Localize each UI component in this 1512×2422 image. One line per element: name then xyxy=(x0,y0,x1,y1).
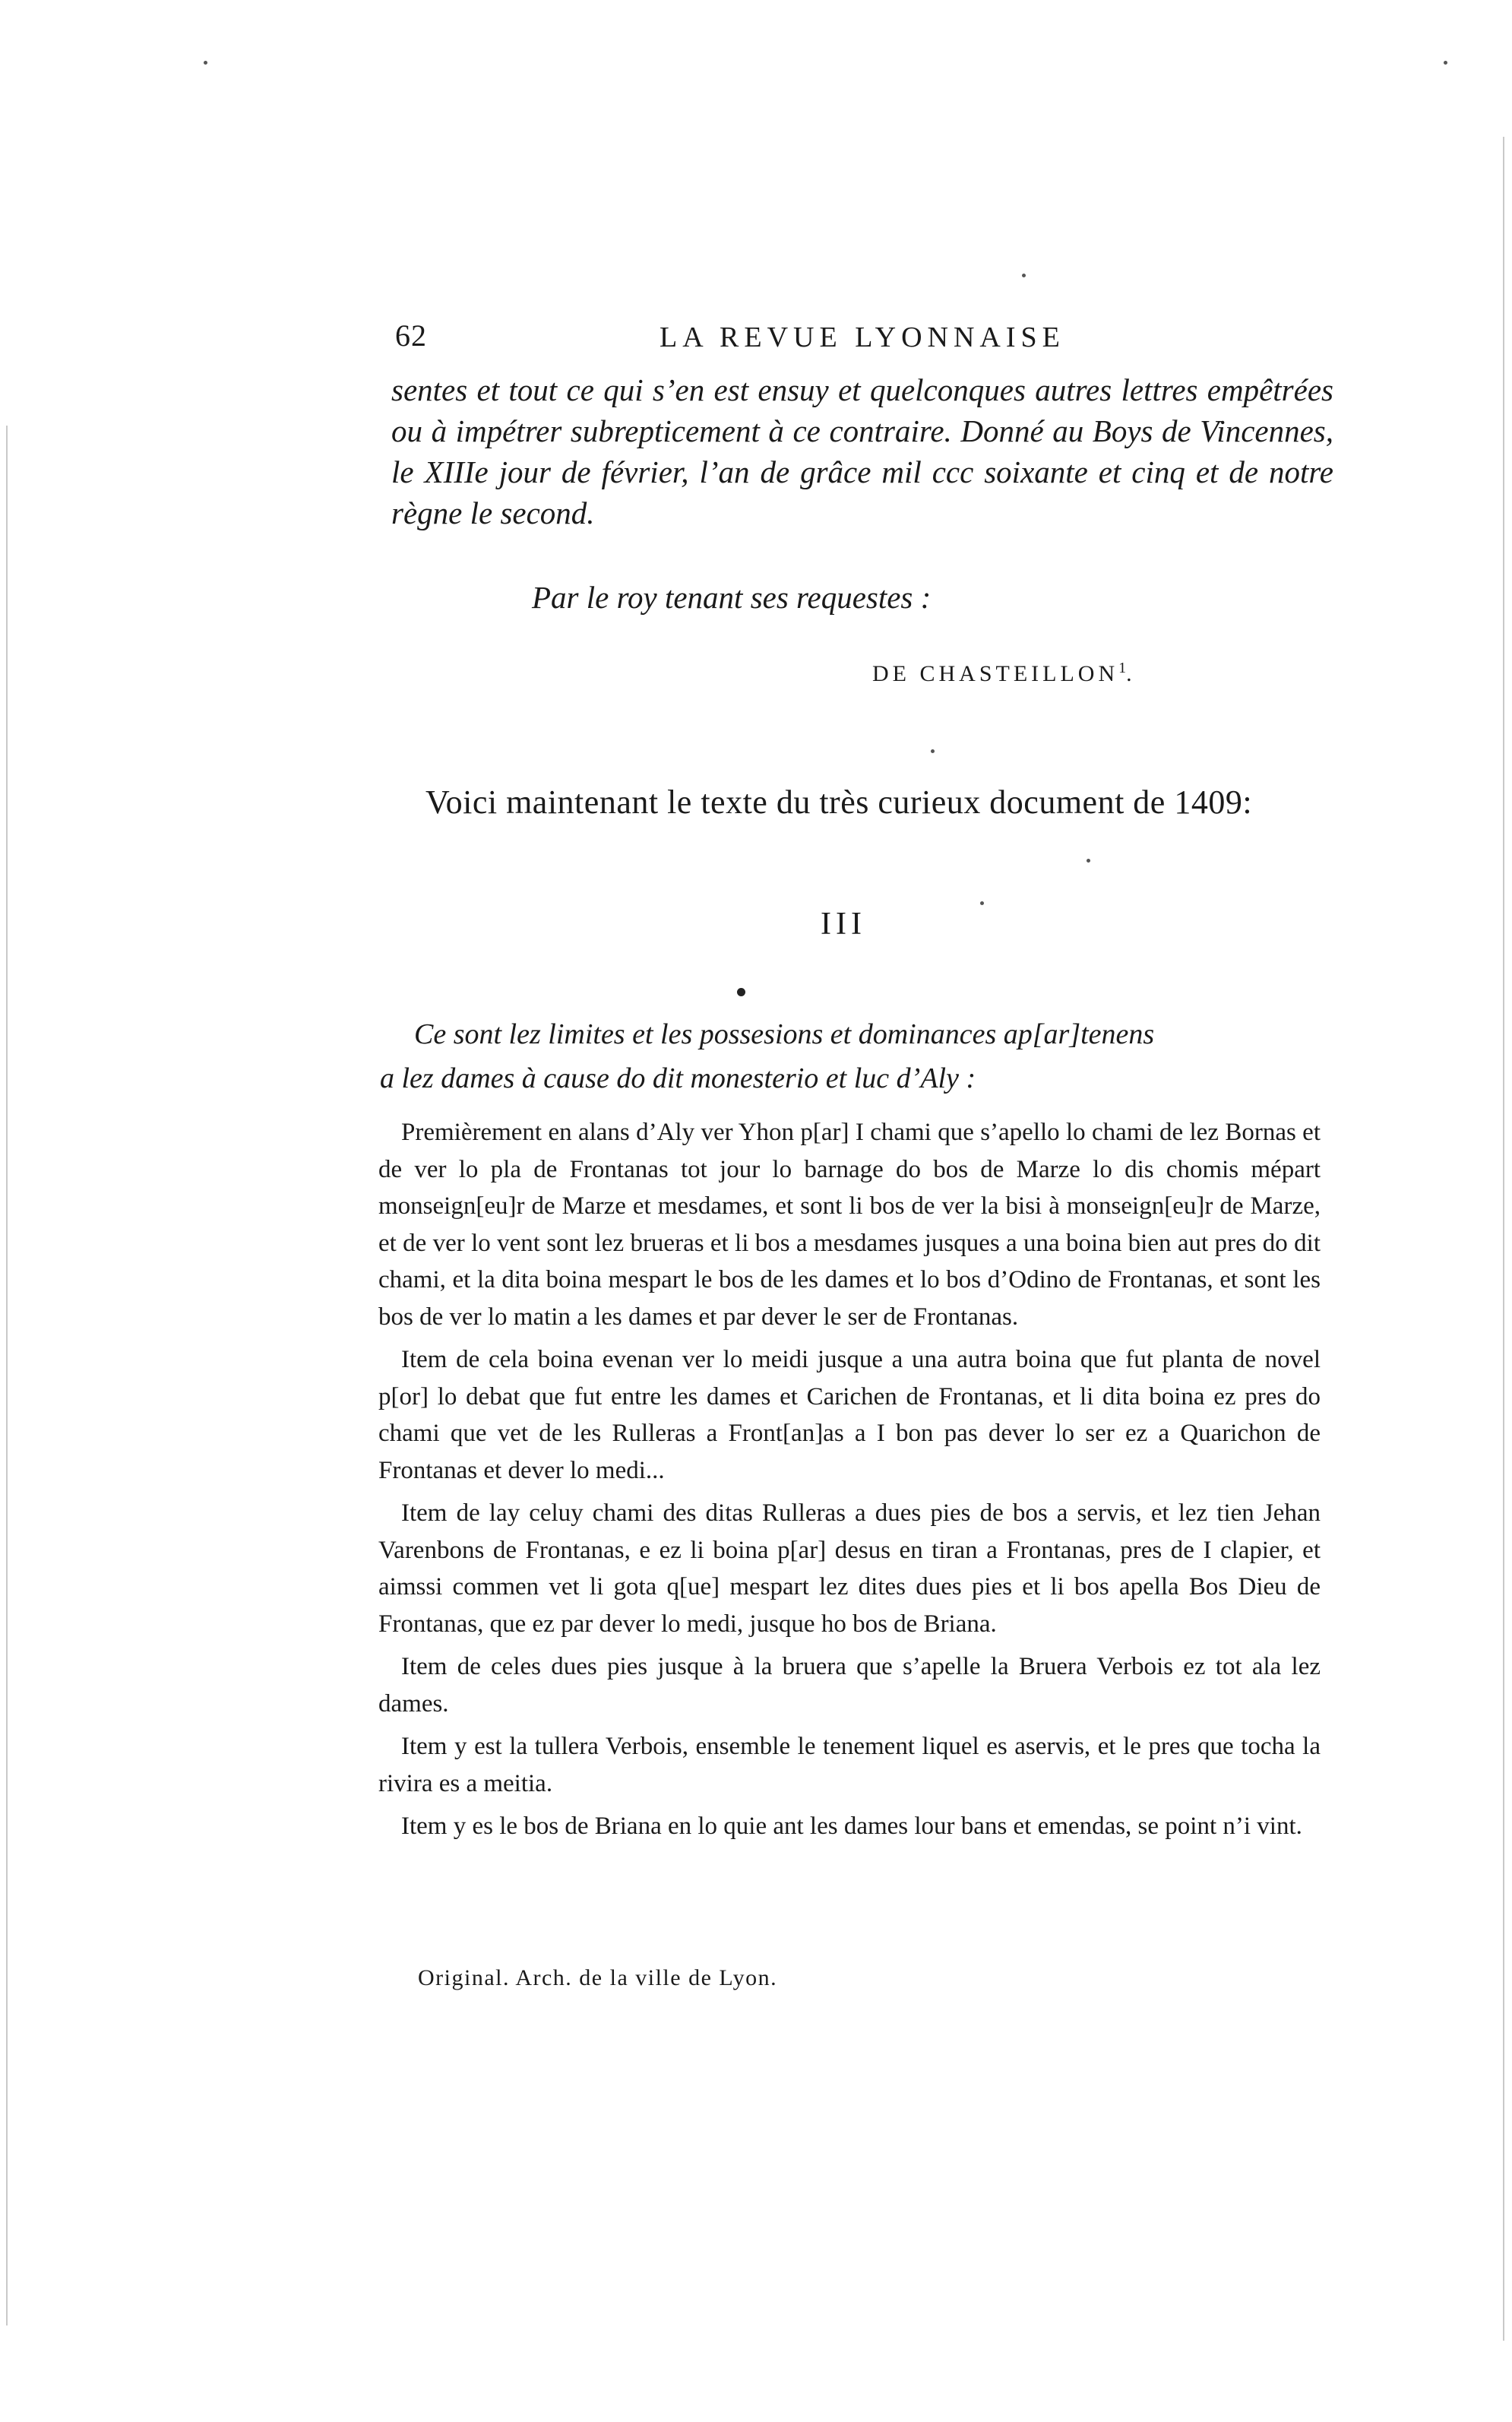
intro-sentence: Voici maintenant le texte du très curieux document de 1409: xyxy=(425,784,1253,821)
scan-speck xyxy=(1444,61,1447,65)
scan-speck xyxy=(204,61,207,65)
running-head: LA REVUE LYONNAISE xyxy=(660,321,1065,353)
document-body xyxy=(378,1114,1321,1851)
paragraph: Item de lay celuy chami des ditas Rulleras a dues pies de bos a servis, et lez tien Jehan Varenbons de Frontanas, e ez li boina p[ar] desus en tiran a Frontanas, pres de I clapier, et aimssi commen vet li gota q[ue] mespart lez dites dues pies et li bos apella Bos Dieu de Frontanas, que ez par dever lo medi, jusque ho bos de Briana. xyxy=(378,1499,1321,1638)
signatory-period: . xyxy=(1126,661,1136,686)
source-note: Original. Arch. de la ville de Lyon. xyxy=(418,1965,778,1990)
signatory-name: DE CHASTEILLON xyxy=(872,661,1119,686)
letter-ending-text: sentes et tout ce qui s’en est ensuy et quelconques autres lettres empêtrées ou à impétrer subrepticement à ce contraire. Donné au Boys de Vincennes, le XIIIe jour de février, l’an de grâce mil ccc soixante et cinq et de notre règne le second. xyxy=(391,372,1333,530)
signatory xyxy=(872,660,1136,687)
scan-speck xyxy=(1022,274,1026,277)
paragraph: Premièrement en alans d’Aly ver Yhon p[ar] I chami que s’apello lo chami de lez Bornas et de ver lo pla de Frontanas tot jour lo barnage do bos de Marze lo dis chomis mépart monseign[eu]r de Marze et mesdames, et sont li bos de ver la bisi à monseign[eu]r de Marze, et de ver lo vent sont lez brueras et li bos a mesdames jusques a una boina bien aut pres do dit chami, et la dita boina mespart le bos de les dames et lo bos d’Odino de Frontanas, et sont les bos de ver lo matin a les dames et par dever le ser de Frontanas. xyxy=(378,1119,1321,1331)
document-heading xyxy=(380,1012,1330,1100)
scan-edge-line xyxy=(1503,137,1504,2341)
letter-ending xyxy=(391,369,1333,533)
paragraph: Item y es le bos de Briana en lo quie ant les dames lour bans et emendas, se point n’i vint. xyxy=(401,1813,1302,1840)
paragraph: Item de cela boina evenan ver lo meidi jusque a una autra boina que fut planta de novel p[or] lo debat que fut entre les dames et Carichen de Frontanas, et li dita boina ez pres do chami que vet de les Rulleras a Front[an]as a I bon pas dever lo ser ez a Quarichon de Frontanas et dever lo medi... xyxy=(378,1346,1321,1484)
scan-speck xyxy=(1087,859,1090,863)
page-number: 62 xyxy=(395,318,427,353)
document-heading-line-1: Ce sont lez limites et les possesions et dominances ap[ar]tenens xyxy=(414,1018,1155,1050)
scan-edge-line xyxy=(6,426,8,2325)
footnote-marker: 1 xyxy=(1118,660,1127,676)
paragraph: Item y est la tullera Verbois, ensemble le tenement liquel es aservis, et le pres que tocha la rivira es a meitia. xyxy=(378,1733,1321,1797)
scan-speck xyxy=(931,749,935,753)
scan-speck xyxy=(980,901,984,905)
paragraph: Item de celes dues pies jusque à la bruera que s’apelle la Bruera Verbois ez tot ala lez dames. xyxy=(378,1653,1321,1718)
page-header xyxy=(395,318,1307,363)
document-heading-line-2: a lez dames à cause do dit monesterio et luc d’Aly : xyxy=(380,1062,976,1094)
section-number: III xyxy=(821,907,866,942)
signature-line: Par le roy tenant ses requestes : xyxy=(532,580,932,615)
bullet-dot xyxy=(737,988,745,996)
